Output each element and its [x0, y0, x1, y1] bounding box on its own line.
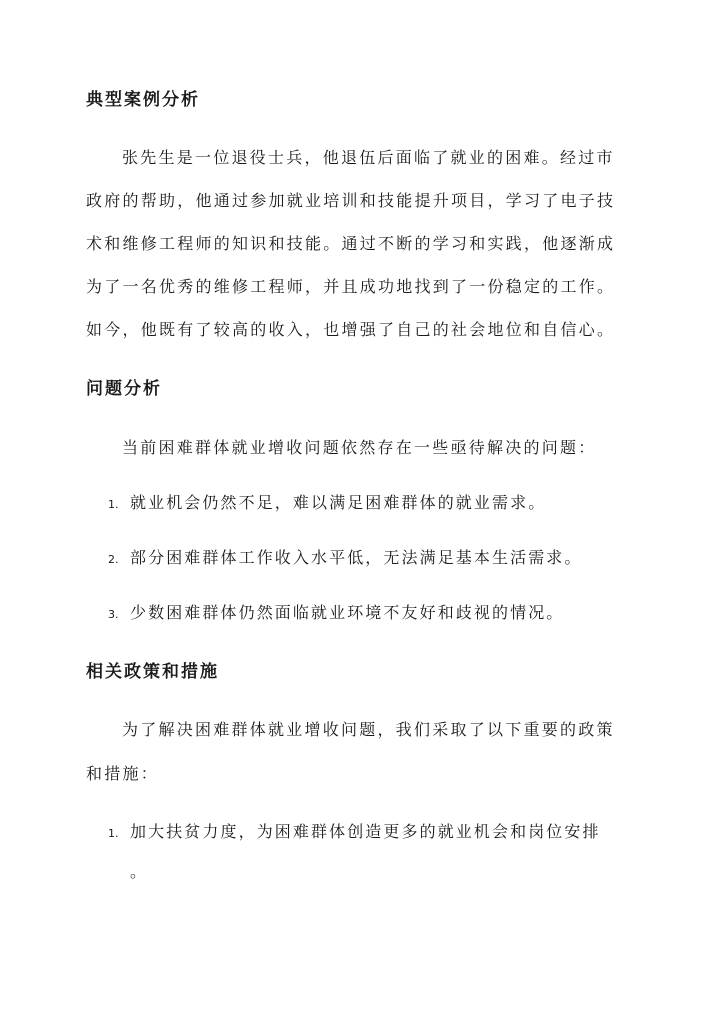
policy-intro-line-2: 和措施： — [86, 764, 160, 783]
list-item-number: 3. — [108, 608, 119, 621]
policy-list-item-continuation: 。 — [130, 862, 147, 881]
list-item-text: 就业机会仍然不足，难以满足困难群体的就业需求。 — [130, 493, 547, 512]
policy-list-item — [108, 820, 601, 846]
case-paragraph-line-4: 为了一名优秀的维修工程师，并且成功地找到了一份稳定的工作。 — [86, 277, 616, 296]
problem-list-item — [108, 546, 583, 572]
case-paragraph-line-1: 张先生是一位退役士兵，他退伍后面临了就业的困难。经过市 — [122, 148, 615, 167]
case-paragraph-line-2: 政府的帮助，他通过参加就业培训和技能提升项目，学习了电子技 — [86, 191, 616, 210]
case-paragraph-line-3: 术和维修工程师的知识和技能。通过不断的学习和实践，他逐渐成 — [86, 234, 616, 253]
list-item-number: 2. — [108, 553, 119, 566]
section-heading-problem: 问题分析 — [86, 379, 162, 399]
list-item-number: 1. — [108, 498, 119, 511]
case-paragraph-line-5: 如今，他既有了较高的收入，也增强了自己的社会地位和自信心。 — [86, 320, 616, 339]
problem-list-item — [108, 491, 546, 517]
section-heading-policy: 相关政策和措施 — [86, 662, 219, 682]
list-item-text: 少数困难群体仍然面临就业环境不友好和歧视的情况。 — [130, 603, 565, 622]
list-item-number: 1. — [108, 827, 119, 840]
list-item-text: 加大扶贫力度，为困难群体创造更多的就业机会和岗位安排 — [130, 822, 601, 841]
list-item-text: 部分困难群体工作收入水平低，无法满足基本生活需求。 — [130, 548, 583, 567]
problem-intro: 当前困难群体就业增收问题依然存在一些亟待解决的问题： — [122, 438, 597, 457]
problem-list-item — [108, 601, 564, 627]
policy-intro-line-1: 为了解决困难群体就业增收问题，我们采取了以下重要的政策 — [122, 720, 615, 739]
section-heading-case: 典型案例分析 — [86, 90, 200, 110]
